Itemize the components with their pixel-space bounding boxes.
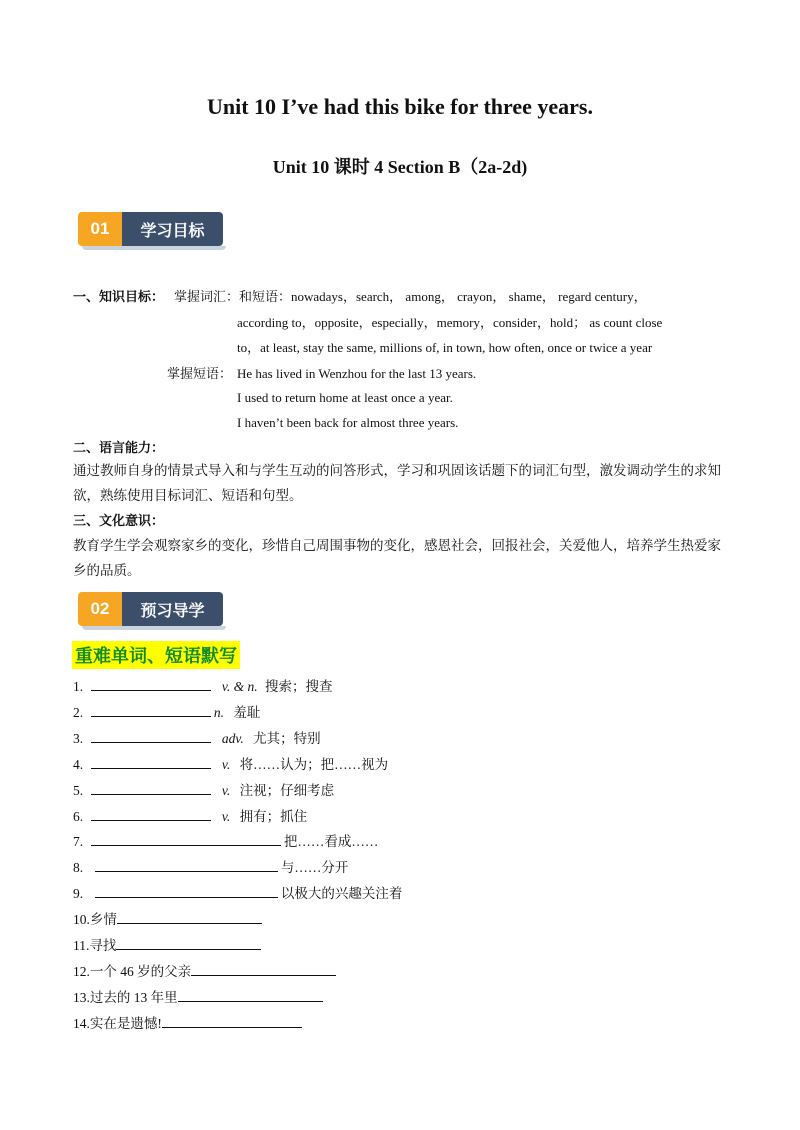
exercise-meaning: 注视；仔细考虑: [239, 783, 335, 798]
exercise-number: 4.: [73, 757, 84, 772]
vocab-line-2: according to，opposite，especially，memory，consider，hold； as count close: [237, 315, 663, 330]
part-of-speech: v.: [221, 809, 231, 824]
exercise-number: 9.: [73, 886, 84, 901]
exercise-row: [73, 677, 333, 695]
exercise-meaning: 一个 46 岁的父亲: [89, 964, 192, 979]
section-number: 01: [78, 212, 122, 246]
exercise-meaning: 尤其；特别: [253, 731, 321, 746]
section-banner-goals: [78, 212, 223, 246]
exercise-row: [73, 703, 260, 721]
language-ability-text: 通过教师自身的情景式导入和与学生互动的问答形式，学习和巩固该话题下的词汇句型，激发调动学生的求知欲，熟练使用目标词汇、短语和句型。: [73, 463, 721, 503]
exercise-number: 8.: [73, 860, 84, 875]
answer-blank[interactable]: [91, 703, 211, 717]
vocab-line-1: 掌握词汇：和短语：nowadays，search， among， crayon， shame， regard century，: [174, 289, 647, 304]
phrase-sentence-1: He has lived in Wenzhou for the last 13 years.: [237, 366, 477, 381]
exercise-number: 11.: [73, 938, 90, 953]
exercise-row: [73, 988, 323, 1006]
exercise-number: 12.: [73, 964, 90, 979]
part-of-speech: v.: [221, 783, 231, 798]
exercise-row: [73, 936, 261, 954]
exercise-number: 7.: [73, 834, 84, 849]
exercise-row: [73, 1014, 302, 1032]
exercise-number: 13.: [73, 990, 90, 1005]
exercise-number: 1.: [73, 679, 84, 694]
exercise-meaning: 与……分开: [280, 860, 349, 875]
exercise-row: [73, 858, 348, 876]
exercise-number: 5.: [73, 783, 84, 798]
exercise-meaning: 乡情: [89, 912, 117, 927]
answer-blank[interactable]: [91, 807, 211, 821]
exercise-meaning: 将……认为；把……视为: [239, 757, 389, 772]
answer-blank[interactable]: [116, 936, 261, 950]
part-of-speech: n.: [213, 705, 224, 720]
answer-blank[interactable]: [95, 858, 278, 872]
answer-blank[interactable]: [91, 832, 281, 846]
exercise-row: [73, 832, 378, 850]
exercise-row: [73, 729, 321, 747]
exercise-meaning: 把……看成……: [283, 834, 379, 849]
answer-blank[interactable]: [91, 755, 211, 769]
section-label: 预习导学: [122, 592, 223, 626]
part-of-speech: v.: [221, 757, 231, 772]
exercise-number: 14.: [73, 1016, 90, 1031]
exercise-meaning: 羞耻: [233, 705, 261, 720]
culture-heading: 三、文化意识：: [73, 513, 165, 528]
exercise-meaning: 搜索；搜查: [265, 679, 333, 694]
exercise-row: [73, 910, 262, 928]
phrase-label: 掌握短语：: [167, 366, 233, 381]
dictation-title: 重难单词、短语默写: [72, 641, 240, 669]
exercise-meaning: 寻找: [89, 938, 117, 953]
part-of-speech: adv.: [221, 731, 244, 746]
banner-shadow: [82, 626, 226, 630]
exercise-row: [73, 755, 388, 773]
answer-blank[interactable]: [91, 729, 211, 743]
answer-blank[interactable]: [95, 884, 278, 898]
document-title: Unit 10 I’ve had this bike for three years.: [206, 94, 593, 119]
exercise-row: [73, 884, 402, 902]
knowledge-goal-heading: 一、知识目标：: [73, 289, 165, 304]
answer-blank[interactable]: [162, 1014, 302, 1028]
phrase-sentence-3: I haven’t been back for almost three years.: [237, 415, 459, 430]
exercise-meaning: 拥有；抓住: [239, 809, 308, 824]
vocab-line-3: to，at least, stay the same, millions of, in town, how often, once or twice a year: [237, 340, 653, 355]
exercise-meaning: 实在是遗憾!: [89, 1016, 162, 1031]
exercise-row: [73, 781, 334, 799]
answer-blank[interactable]: [191, 962, 336, 976]
lesson-subtitle: Unit 10 课时 4 Section B（2a-2d): [272, 157, 528, 177]
banner-shadow: [82, 246, 226, 250]
exercise-number: 10.: [73, 912, 90, 927]
exercise-row: [73, 962, 336, 980]
section-banner-preview: [78, 592, 223, 626]
part-of-speech: v. & n.: [221, 679, 258, 694]
language-ability-heading: 二、语言能力：: [73, 440, 165, 455]
exercise-number: 6.: [73, 809, 84, 824]
phrase-sentence-2: I used to return home at least once a year.: [237, 390, 453, 405]
exercise-meaning: 以极大的兴趣关注着: [280, 886, 403, 901]
section-label: 学习目标: [122, 212, 223, 246]
answer-blank[interactable]: [91, 781, 211, 795]
answer-blank[interactable]: [91, 677, 211, 691]
answer-blank[interactable]: [178, 988, 323, 1002]
culture-text: 教育学生学会观察家乡的变化，珍惜自己周围事物的变化，感恩社会，回报社会，关爱他人，培养学生热爱家乡的品质。: [73, 538, 721, 578]
answer-blank[interactable]: [117, 910, 262, 924]
exercise-row: [73, 807, 307, 825]
section-number: 02: [78, 592, 122, 626]
exercise-number: 2.: [73, 705, 84, 720]
exercise-number: 3.: [73, 731, 84, 746]
exercise-meaning: 过去的 13 年里: [89, 990, 178, 1005]
